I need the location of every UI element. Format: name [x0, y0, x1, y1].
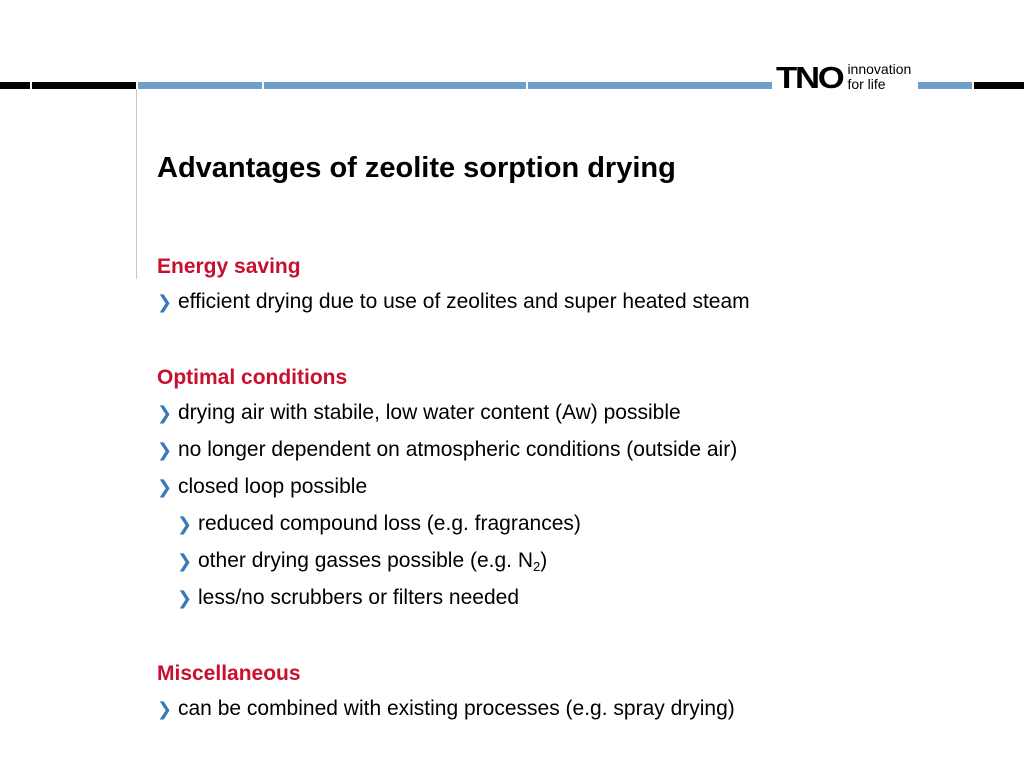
chevron-right-icon: ❯: [157, 699, 173, 719]
list-item: [157, 696, 997, 733]
list-item-text: closed loop possible: [178, 475, 368, 498]
list-item: [157, 474, 997, 511]
list-item: [157, 400, 997, 437]
section-heading-energy-saving: Energy saving: [157, 255, 301, 278]
list-item-text: drying air with stabile, low water content (Aw) possible: [178, 401, 681, 424]
chevron-right-icon: ❯: [177, 551, 193, 571]
section-heading-miscellaneous: Miscellaneous: [157, 662, 301, 685]
list-item-text: efficient drying due to use of zeolites and super heated steam: [178, 290, 750, 313]
chevron-right-icon: ❯: [177, 514, 193, 534]
chevron-right-icon: ❯: [157, 292, 173, 312]
list-item-text: reduced compound loss (e.g. fragrances): [198, 512, 581, 535]
chevron-right-icon: ❯: [157, 440, 173, 460]
list-item-text: no longer dependent on atmospheric conditions (outside air): [178, 438, 738, 461]
stripe-segment: [32, 82, 136, 89]
sub-list-item: [157, 511, 997, 548]
stripe-segment: [264, 82, 526, 89]
stripe-segment: [974, 82, 1024, 89]
list-item: [157, 289, 997, 326]
chevron-right-icon: ❯: [157, 477, 173, 497]
logo-mark: TNO: [776, 59, 843, 95]
sub-list-item: [157, 585, 997, 622]
stripe-segment: [528, 82, 772, 89]
chevron-right-icon: ❯: [177, 588, 193, 608]
list-item-text: less/no scrubbers or filters needed: [198, 586, 519, 609]
logo-tagline-line1: innovation: [847, 61, 912, 77]
subscript: 2: [533, 559, 541, 574]
stripe-segment: [138, 82, 262, 89]
list-item-text: can be combined with existing processes (e.g. spray drying): [178, 697, 735, 720]
chevron-right-icon: ❯: [157, 403, 173, 423]
sub-list-item: [157, 548, 997, 585]
logo-tagline-line2: for life: [847, 76, 886, 92]
slide-content: [157, 252, 997, 733]
list-item: [157, 437, 997, 474]
slide-title: Advantages of zeolite sorption drying: [157, 152, 676, 184]
vertical-divider: [136, 89, 137, 279]
stripe-segment: [918, 82, 972, 89]
logo-tagline: [847, 62, 911, 92]
stripe-segment: [0, 82, 30, 89]
list-item-text: other drying gasses possible (e.g. $N_2$): [198, 549, 548, 574]
section-heading-optimal-conditions: Optimal conditions: [157, 366, 348, 389]
tno-logo: [772, 58, 915, 96]
